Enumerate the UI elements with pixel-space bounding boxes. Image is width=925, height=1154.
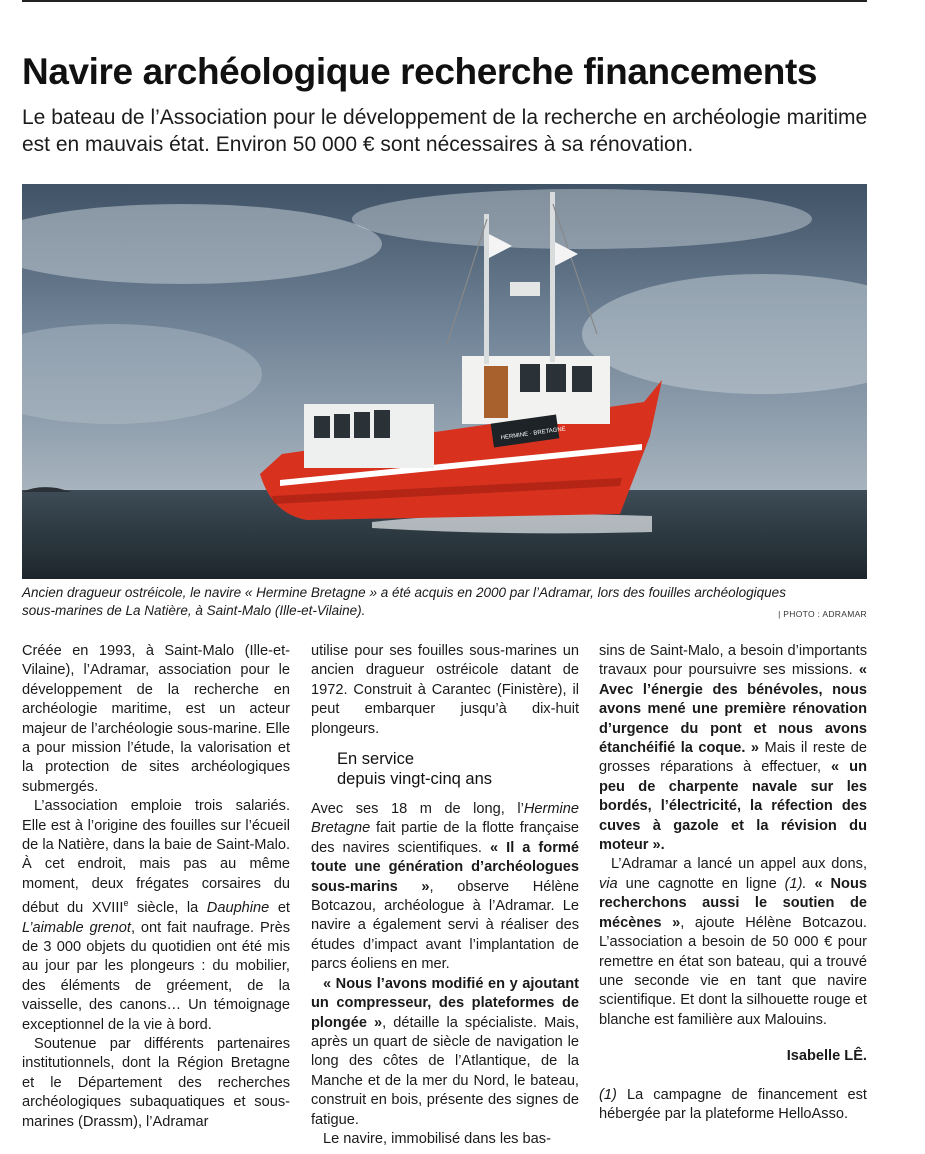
col1-paragraph-3: Soutenue par différents partenaires institutionnels, dont la Région Bretagne et le Département des recherches archéologiques subaquatiques et sous-marines (Drassm), l’Adramar bbox=[22, 1035, 290, 1130]
article-standfirst: Le bateau de l’Association pour le développement de la recherche en archéologie maritime est en mauvais état. Environ 50 000 € sont nécessaires à sa rénovation. bbox=[22, 106, 868, 157]
boat-name-plate: HERMINE · BRETAGNE bbox=[500, 426, 567, 442]
col2-paragraph-2: Avec ses 18 m de long, l’Hermine Bretagne fait partie de la flotte française des navires scientifiques. « Il a formé toute une génération d’archéologues sous-marins », observe Hélène Botcazou, archéologue à l’Adramar. Le navire a également servi à réaliser des études d’impact avant l’implantation de parcs éoliens en mer. bbox=[311, 801, 579, 973]
column-3 bbox=[599, 642, 867, 1124]
article-photo bbox=[22, 184, 867, 579]
column-1 bbox=[22, 642, 290, 1132]
photo-credit: | PHOTO : ADRAMAR bbox=[778, 609, 867, 619]
column-2 bbox=[311, 642, 579, 1149]
col2-paragraph-4: Le navire, immobilisé dans les bas- bbox=[323, 1130, 551, 1147]
photo-caption: Ancien dragueur ostréicole, le navire « Hermine Bretagne » a été acquis en 2000 par l’Adramar, lors des fouilles archéologiques sous-marines de La Natière, à Saint-Malo (Ille-et-Vilaine). bbox=[22, 585, 786, 619]
col3-paragraph-2: L’Adramar a lancé un appel aux dons, via une cagnotte en ligne (1). « Nous recherchons aussi le soutien de mécènes », ajoute Hélène Botcazou. L’association a besoin de 50 000 € pour remettre en état son bateau, qui a trouvé une seconde vie en tant que navire scientifique. Et dont la silhouette rouge et blanche est familière aux Malouins. bbox=[599, 856, 867, 1028]
top-rule bbox=[22, 0, 867, 2]
section-subheading: En service depuis vingt-cinq ans bbox=[337, 750, 493, 789]
col1-paragraph-1: Créée en 1993, à Saint-Malo (Ille-et-Vilaine), l’Adramar, association pour le développement de la recherche en archéologie maritime, est un acteur majeur de l’archéologie sous-marine. Elle a pour mission l’étude, la valorisation et la protection de sites archéologiques submergés. bbox=[22, 643, 290, 795]
footnote: (1) La campagne de financement est hébergée par la plateforme HelloAsso. bbox=[599, 1086, 867, 1122]
col2-paragraph-1: utilise pour ses fouilles sous-marines un ancien dragueur ostréicole datant de 1972. Construit à Carantec (Finistère), il peut embarquer jusqu’à dix-huit plongeurs. bbox=[311, 643, 579, 737]
article-headline: Navire archéologique recherche financements bbox=[22, 51, 818, 92]
col3-paragraph-1: sins de Saint-Malo, a besoin d’importants travaux pour poursuivre ses missions. « Avec l’énergie des bénévoles, nous avons mené une première rénovation d’urgence du pont et nous avons étanchéifié la coque. » Mais il reste de grosses réparations à effectuer, « un peu de charpente navale sur les bordés, l’électricité, la réfection des cuves à gazole et la révision du moteur ». bbox=[599, 643, 868, 854]
col2-paragraph-3: « Nous l’avons modifié en y ajoutant un compresseur, des plateformes de plongée », détaille la spécialiste. Mais, après un quart de siècle de navigation le long des côtes de l’Atlantique, de la Manche et de la mer du Nord, le bateau, construit en bois, présente des signes de fatigue. bbox=[311, 975, 579, 1128]
col1-paragraph-2: L’association emploie trois salariés. Elle est à l’origine des fouilles sur l’écueil de la Natière, dans la baie de Saint-Malo. À cet endroit, mais pas au même moment, deux frégates corsaires du début du XVIIIe siècle, la Dauphine et L’aimable grenot, ont fait naufrage. Près de 3 000 objets du quotidien ont été mis au jour par les plongeurs : du mobilier, des éléments de gréement, de la vaisselle, des canons… Un témoignage exceptionnel de la vie à bord. bbox=[22, 798, 290, 1033]
author-signature: Isabelle LÊ. bbox=[786, 1048, 867, 1065]
